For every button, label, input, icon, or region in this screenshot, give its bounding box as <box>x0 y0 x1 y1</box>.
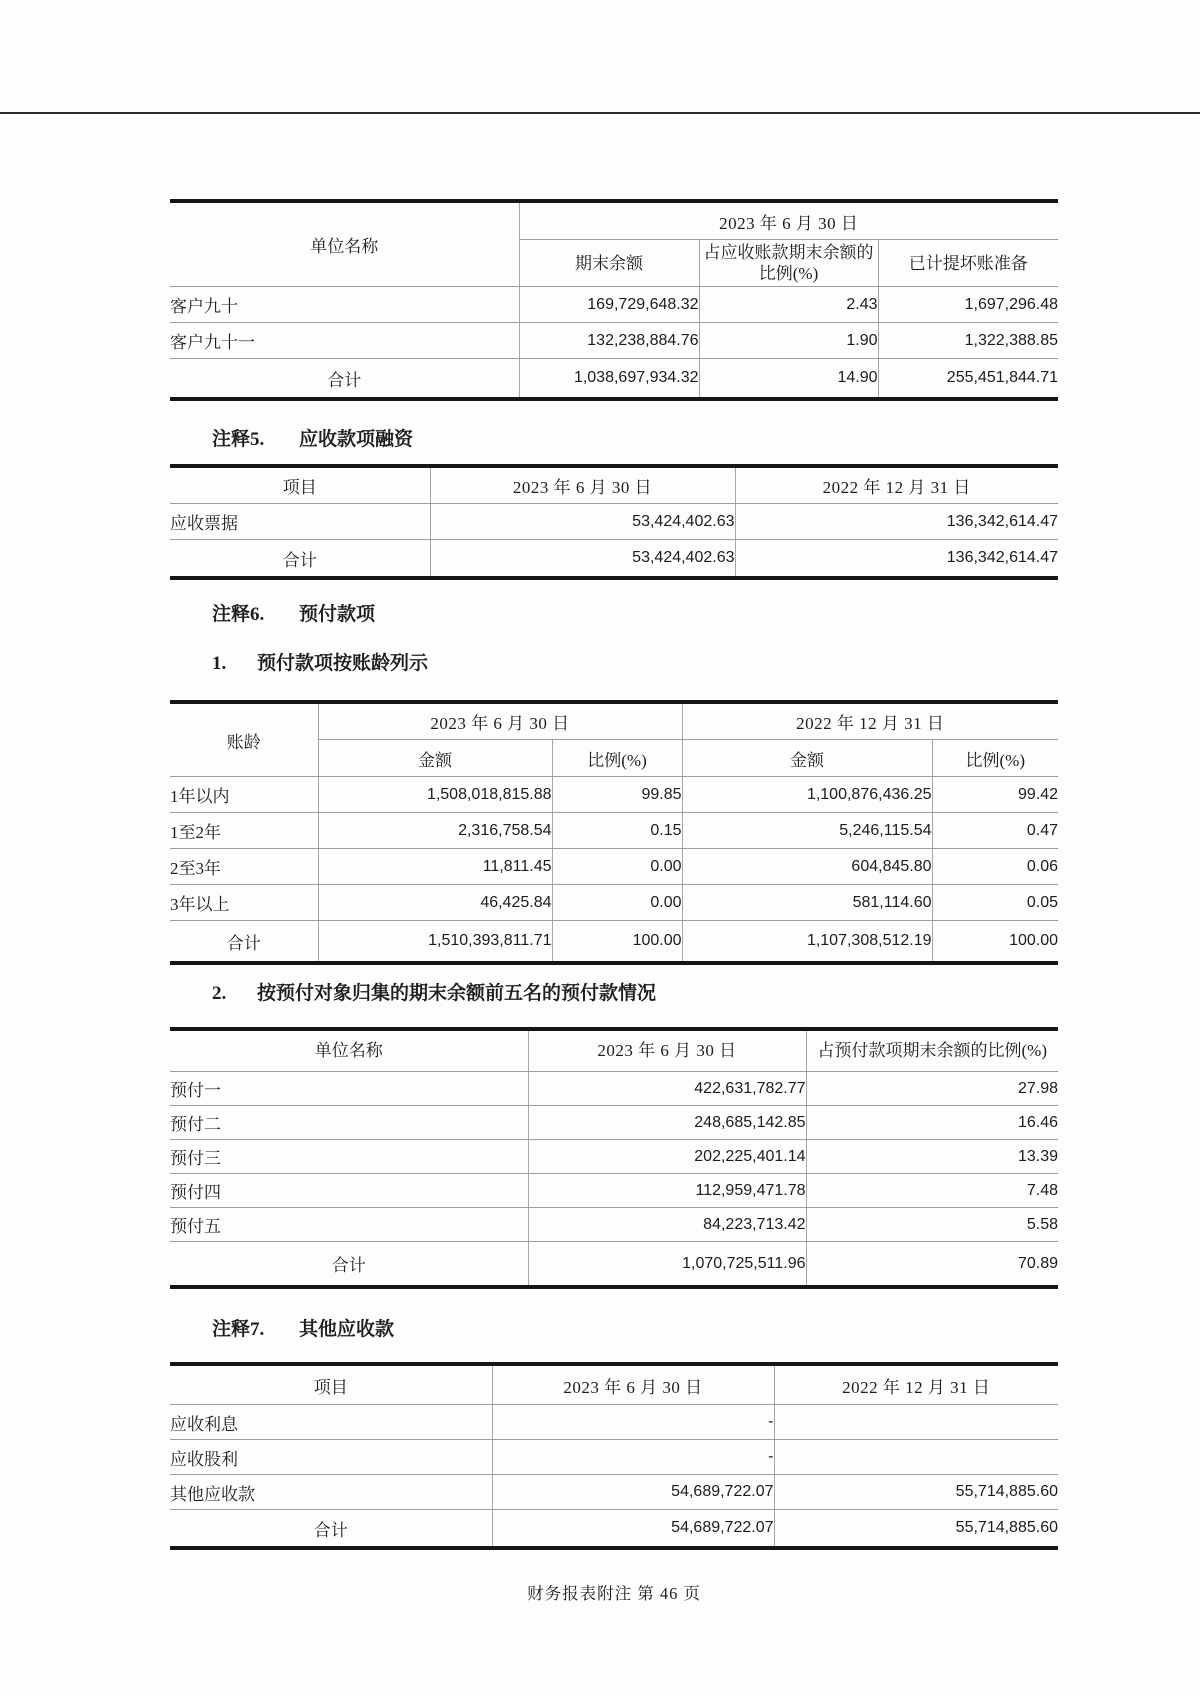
page-header-rule <box>0 112 1200 114</box>
value-2022-cell: 136,342,614.47 <box>735 504 1058 540</box>
ratio-header: 占应收账款期末余额的比例(%) <box>699 240 878 287</box>
amount-2022-cell: 5,246,115.54 <box>682 813 932 849</box>
unit-name-cell: 客户九十 <box>170 287 519 323</box>
table-header-row <box>170 466 1058 504</box>
amount-cell: 248,685,142.85 <box>528 1106 806 1140</box>
total-label: 合计 <box>170 1242 528 1288</box>
amount-2023-cell: 1,508,018,815.88 <box>318 777 552 813</box>
table-row <box>170 504 1058 540</box>
table-header-row <box>170 201 1058 240</box>
aging-cell: 3年以上 <box>170 885 318 921</box>
amount-2022-cell: 581,114.60 <box>682 885 932 921</box>
amount-cell: 422,631,782.77 <box>528 1072 806 1106</box>
total-label: 合计 <box>170 359 519 400</box>
total-2022-cell: 55,714,885.60 <box>774 1510 1058 1549</box>
ratio-cell: 13.39 <box>806 1140 1058 1174</box>
item-cell: 应收股利 <box>170 1440 492 1475</box>
ratio-cell: 7.48 <box>806 1174 1058 1208</box>
date-header-2023: 2023 年 6 月 30 日 <box>519 201 1058 240</box>
unit-name-header: 单位名称 <box>170 201 519 287</box>
value-2023-cell: - <box>492 1440 774 1475</box>
value-2023-cell: 53,424,402.63 <box>430 504 735 540</box>
item-cell: 其他应收款 <box>170 1475 492 1510</box>
table-row <box>170 287 1058 323</box>
page-content <box>170 199 1058 1604</box>
page-footer: 财务报表附注 第 46 页 <box>527 1584 701 1603</box>
table-row <box>170 885 1058 921</box>
note6-sub2-heading <box>212 981 1058 1006</box>
ratio-2022-cell: 0.06 <box>932 849 1058 885</box>
bad-debt-header: 已计提坏账准备 <box>878 240 1058 287</box>
receivables-financing-table <box>170 464 1058 580</box>
note7-number: 注释7. <box>212 1319 265 1340</box>
amount-2023-cell: 2,316,758.54 <box>318 813 552 849</box>
total-amount-2022-cell: 1,107,308,512.19 <box>682 921 932 964</box>
amount-2023-cell: 46,425.84 <box>318 885 552 921</box>
amount-header-2023: 金额 <box>318 740 552 777</box>
amount-2022-cell: 1,100,876,436.25 <box>682 777 932 813</box>
total-row <box>170 1510 1058 1549</box>
ratio-cell: 27.98 <box>806 1072 1058 1106</box>
other-receivables-table <box>170 1362 1058 1550</box>
note6-number: 注释6. <box>212 604 265 625</box>
amount-cell: 202,225,401.14 <box>528 1140 806 1174</box>
total-ratio-2023-cell: 100.00 <box>552 921 682 964</box>
total-label: 合计 <box>170 1510 492 1549</box>
note7-title: 其他应收款 <box>299 1319 395 1340</box>
date-header-2023: 2023 年 6 月 30 日 <box>528 1029 806 1072</box>
amount-2022-cell: 604,845.80 <box>682 849 932 885</box>
top-customers-table <box>170 199 1058 401</box>
total-label: 合计 <box>170 921 318 964</box>
unit-name-cell: 预付三 <box>170 1140 528 1174</box>
table-row <box>170 849 1058 885</box>
note6-sub1-heading <box>212 651 1058 676</box>
note6-heading <box>212 602 1058 627</box>
note6-sub1-title: 预付款项按账龄列示 <box>257 653 429 674</box>
item-cell: 应收利息 <box>170 1405 492 1440</box>
total-bad-debt-cell: 255,451,844.71 <box>878 359 1058 400</box>
ratio-2022-cell: 99.42 <box>932 777 1058 813</box>
note6-sub2-number: 2. <box>212 983 227 1004</box>
total-2023-cell: 54,689,722.07 <box>492 1510 774 1549</box>
ratio-2023-cell: 99.85 <box>552 777 682 813</box>
total-ratio-2022-cell: 100.00 <box>932 921 1058 964</box>
total-balance-cell: 1,038,697,934.32 <box>519 359 699 400</box>
table-row <box>170 1475 1058 1510</box>
table-row <box>170 1106 1058 1140</box>
note6-sub1-number: 1. <box>212 653 227 674</box>
table-header-row <box>170 1364 1058 1405</box>
balance-cell: 132,238,884.76 <box>519 323 699 359</box>
total-row <box>170 921 1058 964</box>
ratio-2022-cell: 0.05 <box>932 885 1058 921</box>
total-ratio-cell: 70.89 <box>806 1242 1058 1288</box>
table-row <box>170 1208 1058 1242</box>
item-header: 项目 <box>170 466 430 504</box>
note6-sub2-title: 按预付对象归集的期末余额前五名的预付款情况 <box>257 983 657 1004</box>
ratio-header-2022: 比例(%) <box>932 740 1058 777</box>
ratio-2023-cell: 0.15 <box>552 813 682 849</box>
unit-name-cell: 预付五 <box>170 1208 528 1242</box>
ratio-2023-cell: 0.00 <box>552 885 682 921</box>
ratio-header-2023: 比例(%) <box>552 740 682 777</box>
unit-name-cell: 预付二 <box>170 1106 528 1140</box>
prepayments-top5-table <box>170 1027 1058 1289</box>
total-row <box>170 359 1058 400</box>
date-header-2023: 2023 年 6 月 30 日 <box>492 1364 774 1405</box>
note7-heading <box>212 1317 1058 1342</box>
bad-debt-cell: 1,697,296.48 <box>878 287 1058 323</box>
date-header-2022: 2022 年 12 月 31 日 <box>774 1364 1058 1405</box>
note5-title: 应收款项融资 <box>299 429 414 450</box>
amount-header-2022: 金额 <box>682 740 932 777</box>
item-cell: 应收票据 <box>170 504 430 540</box>
ratio-cell: 2.43 <box>699 287 878 323</box>
note5-heading <box>212 427 1058 452</box>
date-header-2022: 2022 年 12 月 31 日 <box>735 466 1058 504</box>
table-row <box>170 777 1058 813</box>
unit-name-cell: 预付四 <box>170 1174 528 1208</box>
note6-title: 预付款项 <box>299 604 376 625</box>
aging-cell: 1至2年 <box>170 813 318 849</box>
amount-2023-cell: 11,811.45 <box>318 849 552 885</box>
table-row <box>170 1072 1058 1106</box>
aging-header: 账龄 <box>170 702 318 777</box>
value-2022-cell: 55,714,885.60 <box>774 1475 1058 1510</box>
date-header-2023: 2023 年 6 月 30 日 <box>318 702 682 740</box>
closing-balance-header: 期末余额 <box>519 240 699 287</box>
value-2023-cell: 54,689,722.07 <box>492 1475 774 1510</box>
item-header: 项目 <box>170 1364 492 1405</box>
value-2023-cell: - <box>492 1405 774 1440</box>
total-ratio-cell: 14.90 <box>699 359 878 400</box>
total-2023-cell: 53,424,402.63 <box>430 540 735 579</box>
date-header-2022: 2022 年 12 月 31 日 <box>682 702 1058 740</box>
total-row <box>170 540 1058 579</box>
total-amount-2023-cell: 1,510,393,811.71 <box>318 921 552 964</box>
table-row <box>170 1174 1058 1208</box>
table-row <box>170 1440 1058 1475</box>
table-row <box>170 1405 1058 1440</box>
aging-cell: 2至3年 <box>170 849 318 885</box>
table-row <box>170 1140 1058 1174</box>
ratio-2023-cell: 0.00 <box>552 849 682 885</box>
date-header-2023: 2023 年 6 月 30 日 <box>430 466 735 504</box>
unit-name-header: 单位名称 <box>170 1029 528 1072</box>
table-header-row <box>170 1029 1058 1072</box>
value-2022-cell <box>774 1405 1058 1440</box>
table-row <box>170 323 1058 359</box>
ratio-cell: 5.58 <box>806 1208 1058 1242</box>
aging-cell: 1年以内 <box>170 777 318 813</box>
value-2022-cell <box>774 1440 1058 1475</box>
ratio-2022-cell: 0.47 <box>932 813 1058 849</box>
unit-name-cell: 客户九十一 <box>170 323 519 359</box>
ratio-cell: 1.90 <box>699 323 878 359</box>
total-2022-cell: 136,342,614.47 <box>735 540 1058 579</box>
prepayments-aging-table <box>170 700 1058 965</box>
total-label: 合计 <box>170 540 430 579</box>
unit-name-cell: 预付一 <box>170 1072 528 1106</box>
table-header-row <box>170 702 1058 740</box>
bad-debt-cell: 1,322,388.85 <box>878 323 1058 359</box>
table-row <box>170 813 1058 849</box>
note5-number: 注释5. <box>212 429 265 450</box>
balance-cell: 169,729,648.32 <box>519 287 699 323</box>
total-amount-cell: 1,070,725,511.96 <box>528 1242 806 1288</box>
total-row <box>170 1242 1058 1288</box>
amount-cell: 84,223,713.42 <box>528 1208 806 1242</box>
ratio-cell: 16.46 <box>806 1106 1058 1140</box>
ratio-header: 占预付款项期末余额的比例(%) <box>806 1029 1058 1072</box>
amount-cell: 112,959,471.78 <box>528 1174 806 1208</box>
